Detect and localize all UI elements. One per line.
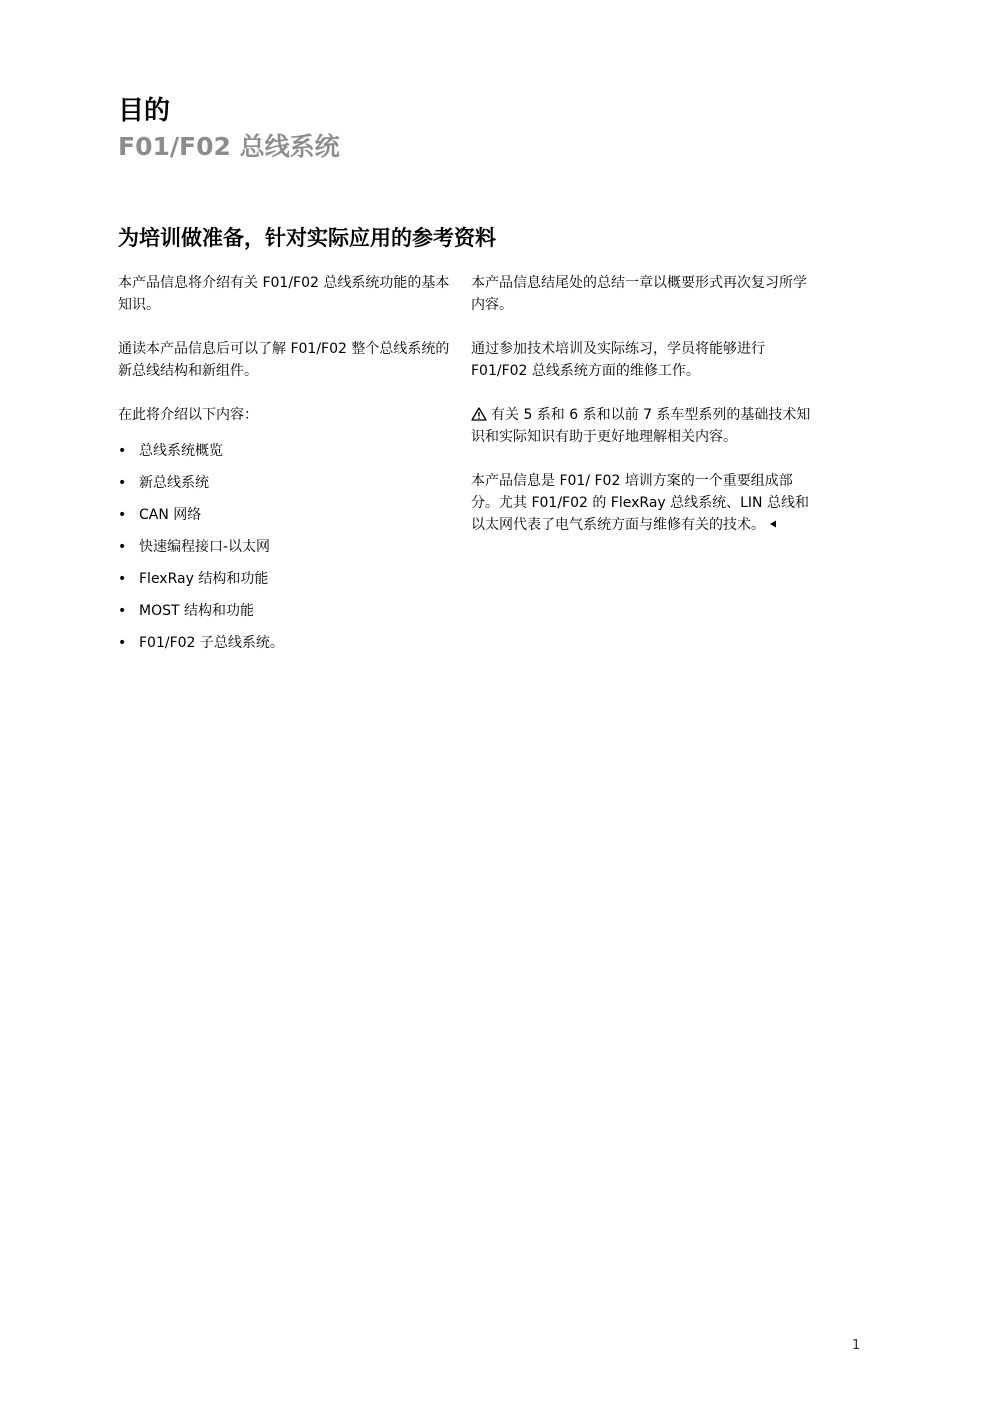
page-title: 目的	[118, 96, 171, 126]
list-item	[118, 440, 458, 462]
bullet-icon: •	[118, 475, 127, 491]
summary-paragraph: 本产品信息结尾处的总结一章以概要形式再次复习所学内容。	[471, 275, 807, 313]
bullet-icon: •	[118, 603, 127, 619]
right-column	[471, 272, 811, 558]
bullet-icon: •	[118, 443, 127, 459]
bullet-icon: •	[118, 539, 127, 555]
list-item-text: MOST 结构和功能	[139, 603, 254, 619]
bullet-icon: •	[118, 571, 127, 587]
bullet-icon: •	[118, 507, 127, 523]
overview-paragraph: 通读本产品信息后可以了解 F01/F02 整个总线系统的新总线结构和新组件。	[118, 341, 450, 379]
closing-text: 本产品信息是 F01/ F02 培训方案的一个重要组成部分。尤其 F01/F02 的 FlexRay 总线系统、LIN 总线和以太网代表了电气系统方面与维修有关的技术。	[471, 473, 809, 533]
list-item-text: 新总线系统	[139, 475, 209, 491]
list-item	[118, 600, 458, 622]
page-subtitle: F01/F02 总线系统	[118, 132, 340, 161]
section-heading: 为培训做准备，针对实际应用的参考资料	[118, 226, 496, 250]
list-item-text: CAN 网络	[139, 507, 202, 523]
end-triangle-icon	[769, 520, 777, 528]
list-item-text: 总线系统概览	[139, 443, 223, 459]
note-paragraph	[471, 404, 811, 448]
list-item-text: F01/F02 子总线系统。	[139, 635, 284, 651]
training-paragraph: 通过参加技术培训及实际练习，学员将能够进行 F01/F02 总线系统方面的维修工作。	[471, 341, 765, 379]
left-column	[118, 272, 458, 664]
list-item	[118, 472, 458, 494]
note-text: 有关 5 系和 6 系和以前 7 系车型系列的基础技术知识和实际知识有助于更好地理解相关内容。	[471, 407, 811, 445]
bullet-icon: •	[118, 635, 127, 651]
list-item	[118, 568, 458, 590]
page-number: 1	[852, 1338, 861, 1353]
list-item	[118, 632, 458, 654]
list-item	[118, 504, 458, 526]
warning-triangle-icon	[471, 407, 487, 421]
intro-paragraph: 本产品信息将介绍有关 F01/F02 总线系统功能的基本知识。	[118, 275, 450, 313]
list-item-text: FlexRay 结构和功能	[139, 571, 269, 587]
list-item-text: 快速编程接口-以太网	[139, 539, 271, 555]
closing-paragraph	[471, 470, 811, 536]
contents-intro: 在此将介绍以下内容：	[118, 407, 258, 423]
list-item	[118, 536, 458, 558]
contents-list	[118, 440, 458, 654]
